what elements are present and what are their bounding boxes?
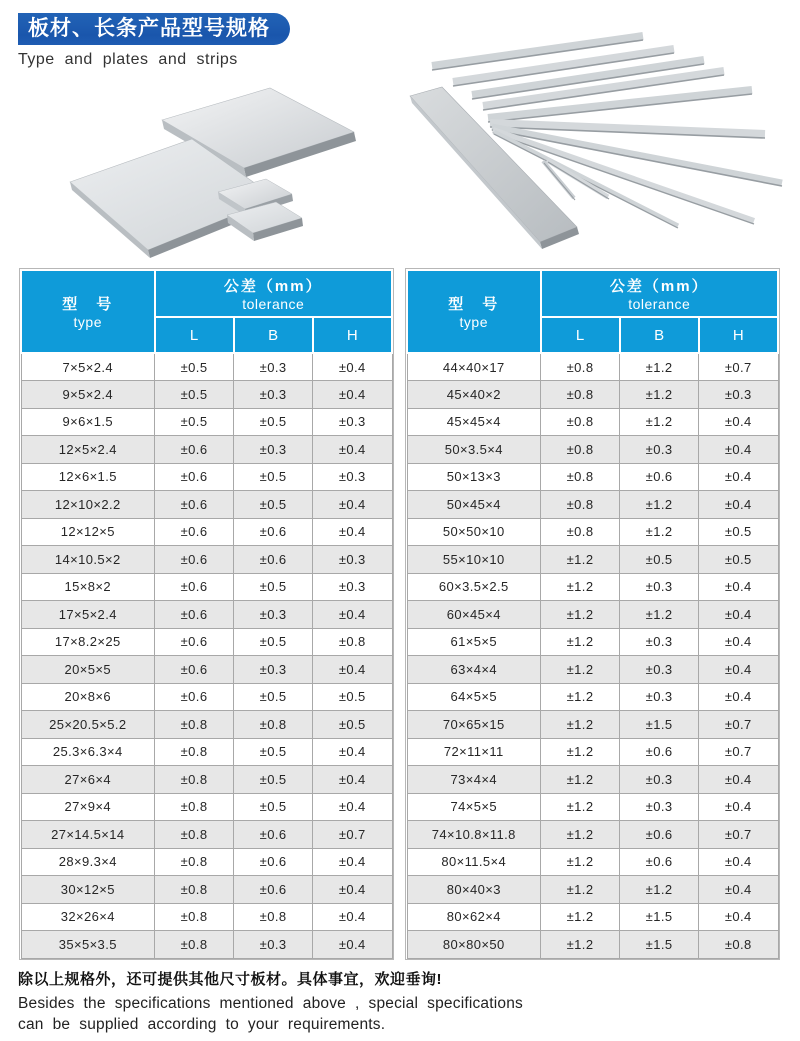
spec-table-row — [21, 573, 392, 601]
spec-table-row — [21, 903, 392, 931]
tolerance-b-cell: ±0.3 — [234, 436, 313, 464]
tolerance-l-cell: ±1.2 — [541, 821, 620, 849]
spec-table-row — [21, 738, 392, 766]
spec-table-left — [19, 268, 394, 960]
tolerance-b-cell: ±0.3 — [620, 683, 699, 711]
tolerance-h-cell: ±0.7 — [699, 738, 778, 766]
type-cell: 14×10.5×2 — [21, 546, 155, 574]
spec-table-row — [407, 711, 778, 739]
col-header-H: H — [313, 317, 392, 353]
type-cell: 80×62×4 — [407, 903, 541, 931]
tolerance-l-cell: ±0.8 — [541, 518, 620, 546]
type-cell: 9×5×2.4 — [21, 381, 155, 409]
tolerance-l-cell: ±0.8 — [155, 711, 234, 739]
type-header-en: type — [459, 314, 488, 330]
tolerance-l-cell: ±0.6 — [155, 491, 234, 519]
tolerance-h-cell: ±0.4 — [699, 766, 778, 794]
tolerance-b-cell: ±0.5 — [234, 573, 313, 601]
type-cell: 73×4×4 — [407, 766, 541, 794]
type-column-header — [407, 270, 541, 353]
tolerance-h-cell: ±0.5 — [699, 518, 778, 546]
tolerance-header-en: tolerance — [242, 296, 305, 312]
tolerance-l-cell: ±1.2 — [541, 738, 620, 766]
col-header-B: B — [234, 317, 313, 353]
type-cell: 25×20.5×5.2 — [21, 711, 155, 739]
type-cell: 74×10.8×11.8 — [407, 821, 541, 849]
spec-table-row — [407, 408, 778, 436]
tolerance-h-cell: ±0.4 — [699, 793, 778, 821]
spec-table-row — [407, 601, 778, 629]
type-cell: 50×45×4 — [407, 491, 541, 519]
type-cell: 17×8.2×25 — [21, 628, 155, 656]
tolerance-l-cell: ±0.6 — [155, 656, 234, 684]
type-cell: 72×11×11 — [407, 738, 541, 766]
type-cell: 12×6×1.5 — [21, 463, 155, 491]
tolerance-b-cell: ±1.5 — [620, 931, 699, 959]
spec-table-row — [407, 463, 778, 491]
type-cell: 64×5×5 — [407, 683, 541, 711]
spec-table-row — [21, 793, 392, 821]
tolerance-b-cell: ±0.6 — [620, 463, 699, 491]
tolerance-h-cell: ±0.3 — [313, 546, 392, 574]
type-cell: 25.3×6.3×4 — [21, 738, 155, 766]
spec-table-row — [21, 381, 392, 409]
page-subtitle: Type and plates and strips — [18, 51, 238, 68]
tolerance-b-cell: ±1.2 — [620, 518, 699, 546]
type-cell: 61×5×5 — [407, 628, 541, 656]
spec-table-row — [407, 353, 778, 381]
tolerance-h-cell: ±0.4 — [313, 436, 392, 464]
tolerance-b-cell: ±0.5 — [234, 491, 313, 519]
tolerance-l-cell: ±0.8 — [155, 821, 234, 849]
tolerance-b-cell: ±0.5 — [234, 766, 313, 794]
spec-table-row — [407, 573, 778, 601]
tolerance-b-cell: ±0.3 — [234, 931, 313, 959]
tolerance-b-cell: ±1.2 — [620, 353, 699, 381]
tolerance-h-cell: ±0.4 — [313, 381, 392, 409]
tolerance-l-cell: ±0.8 — [155, 876, 234, 904]
type-cell: 20×8×6 — [21, 683, 155, 711]
footer-note — [18, 968, 523, 1035]
spec-table-row — [21, 436, 392, 464]
tolerance-h-cell: ±0.3 — [313, 463, 392, 491]
tolerance-b-cell: ±0.8 — [234, 711, 313, 739]
tolerance-l-cell: ±0.8 — [155, 931, 234, 959]
spec-table-row — [21, 628, 392, 656]
tolerance-h-cell: ±0.4 — [699, 491, 778, 519]
tolerance-b-cell: ±0.5 — [620, 546, 699, 574]
footer-note-en-line1: Besides the specifications mentioned above , special specifications — [18, 995, 523, 1012]
page-title-banner — [18, 13, 290, 45]
col-header-L: L — [155, 317, 234, 353]
tolerance-l-cell: ±0.8 — [541, 381, 620, 409]
type-cell: 70×65×15 — [407, 711, 541, 739]
spec-table-row — [407, 656, 778, 684]
tolerance-h-cell: ±0.4 — [313, 601, 392, 629]
spec-table-row — [21, 518, 392, 546]
tolerance-h-cell: ±0.4 — [699, 463, 778, 491]
tolerance-b-cell: ±1.5 — [620, 711, 699, 739]
tolerance-b-cell: ±1.2 — [620, 491, 699, 519]
type-cell: 50×3.5×4 — [407, 436, 541, 464]
type-cell: 7×5×2.4 — [21, 353, 155, 381]
spec-table-row — [407, 628, 778, 656]
tolerance-h-cell: ±0.4 — [313, 793, 392, 821]
type-cell: 63×4×4 — [407, 656, 541, 684]
tolerance-h-cell: ±0.4 — [699, 848, 778, 876]
type-cell: 50×50×10 — [407, 518, 541, 546]
tolerance-h-cell: ±0.4 — [699, 656, 778, 684]
type-cell: 50×13×3 — [407, 463, 541, 491]
spec-table-row — [407, 793, 778, 821]
page-title: 板材、长条产品型号规格 — [28, 17, 270, 40]
metal-strips-photo — [390, 30, 798, 258]
tolerance-h-cell: ±0.4 — [699, 601, 778, 629]
tolerance-h-cell: ±0.8 — [699, 931, 778, 959]
tolerance-h-cell: ±0.4 — [699, 436, 778, 464]
tolerance-b-cell: ±1.2 — [620, 408, 699, 436]
tolerance-h-cell: ±0.3 — [699, 381, 778, 409]
spec-table-row — [407, 546, 778, 574]
spec-table-row — [21, 463, 392, 491]
tolerance-b-cell: ±0.5 — [234, 738, 313, 766]
tolerance-l-cell: ±1.2 — [541, 931, 620, 959]
tolerance-b-cell: ±0.6 — [234, 876, 313, 904]
spec-table-row — [407, 821, 778, 849]
tolerance-h-cell: ±0.4 — [699, 876, 778, 904]
spec-table-row — [407, 381, 778, 409]
tolerance-h-cell: ±0.4 — [313, 931, 392, 959]
tolerance-l-cell: ±1.2 — [541, 573, 620, 601]
type-cell: 45×45×4 — [407, 408, 541, 436]
type-cell: 32×26×4 — [21, 903, 155, 931]
type-header-zh: 型 号 — [62, 296, 114, 313]
tolerance-h-cell: ±0.4 — [699, 903, 778, 931]
tolerance-b-cell: ±0.5 — [234, 628, 313, 656]
tolerance-b-cell: ±0.5 — [234, 463, 313, 491]
type-cell: 15×8×2 — [21, 573, 155, 601]
tolerance-l-cell: ±0.6 — [155, 628, 234, 656]
tolerance-h-cell: ±0.4 — [313, 903, 392, 931]
tolerance-column-header — [541, 270, 778, 317]
tolerance-l-cell: ±0.6 — [155, 573, 234, 601]
tolerance-b-cell: ±0.5 — [234, 683, 313, 711]
spec-table-row — [21, 821, 392, 849]
tolerance-b-cell: ±0.6 — [620, 738, 699, 766]
type-cell: 60×45×4 — [407, 601, 541, 629]
type-cell: 28×9.3×4 — [21, 848, 155, 876]
tolerance-b-cell: ±0.3 — [620, 766, 699, 794]
tolerance-l-cell: ±1.2 — [541, 628, 620, 656]
tolerance-h-cell: ±0.5 — [313, 711, 392, 739]
spec-table-row — [21, 408, 392, 436]
tolerance-l-cell: ±0.8 — [155, 766, 234, 794]
tolerance-b-cell: ±0.3 — [620, 793, 699, 821]
tolerance-l-cell: ±0.6 — [155, 518, 234, 546]
col-header-H: H — [699, 317, 778, 353]
tolerance-l-cell: ±0.6 — [155, 546, 234, 574]
tolerance-h-cell: ±0.7 — [699, 711, 778, 739]
type-cell: 20×5×5 — [21, 656, 155, 684]
tolerance-l-cell: ±0.8 — [155, 793, 234, 821]
tolerance-header-zh: 公差（mm） — [609, 278, 709, 295]
tolerance-h-cell: ±0.5 — [699, 546, 778, 574]
tolerance-h-cell: ±0.7 — [699, 821, 778, 849]
tolerance-h-cell: ±0.5 — [313, 683, 392, 711]
tolerance-l-cell: ±0.8 — [155, 738, 234, 766]
type-cell: 44×40×17 — [407, 353, 541, 381]
tolerance-h-cell: ±0.4 — [313, 738, 392, 766]
tolerance-l-cell: ±0.8 — [541, 491, 620, 519]
tolerance-l-cell: ±0.8 — [541, 436, 620, 464]
spec-table-right — [405, 268, 780, 960]
spec-table-row — [21, 601, 392, 629]
tolerance-h-cell: ±0.4 — [699, 628, 778, 656]
tolerance-column-header — [155, 270, 392, 317]
col-header-B: B — [620, 317, 699, 353]
type-cell: 12×10×2.2 — [21, 491, 155, 519]
type-cell: 27×6×4 — [21, 766, 155, 794]
spec-table-row — [21, 491, 392, 519]
spec-table-row — [21, 353, 392, 381]
spec-table-row — [407, 738, 778, 766]
tolerance-b-cell: ±1.2 — [620, 381, 699, 409]
tolerance-h-cell: ±0.4 — [313, 848, 392, 876]
col-header-L: L — [541, 317, 620, 353]
tolerance-l-cell: ±0.6 — [155, 601, 234, 629]
tolerance-l-cell: ±0.5 — [155, 408, 234, 436]
tolerance-h-cell: ±0.4 — [313, 491, 392, 519]
tolerance-l-cell: ±1.2 — [541, 711, 620, 739]
type-cell: 27×9×4 — [21, 793, 155, 821]
tolerance-l-cell: ±0.6 — [155, 683, 234, 711]
type-cell: 80×40×3 — [407, 876, 541, 904]
tolerance-h-cell: ±0.4 — [699, 408, 778, 436]
spec-table-row — [21, 876, 392, 904]
spec-table-row — [21, 848, 392, 876]
tolerance-b-cell: ±0.6 — [620, 848, 699, 876]
tolerance-l-cell: ±0.8 — [155, 848, 234, 876]
type-header-zh: 型 号 — [448, 296, 500, 313]
tolerance-l-cell: ±1.2 — [541, 876, 620, 904]
spec-table-row — [407, 903, 778, 931]
type-cell: 60×3.5×2.5 — [407, 573, 541, 601]
tolerance-b-cell: ±0.3 — [234, 353, 313, 381]
tolerance-b-cell: ±0.5 — [234, 793, 313, 821]
type-cell: 35×5×3.5 — [21, 931, 155, 959]
spec-table-row — [21, 711, 392, 739]
tolerance-b-cell: ±0.6 — [234, 546, 313, 574]
tolerance-b-cell: ±1.2 — [620, 876, 699, 904]
tolerance-l-cell: ±0.6 — [155, 436, 234, 464]
tolerance-b-cell: ±0.3 — [620, 436, 699, 464]
type-column-header — [21, 270, 155, 353]
footer-note-en-line2: can be supplied according to your requirements. — [18, 1016, 386, 1033]
type-cell: 55×10×10 — [407, 546, 541, 574]
tolerance-l-cell: ±0.5 — [155, 381, 234, 409]
tolerance-l-cell: ±1.2 — [541, 793, 620, 821]
type-cell: 80×80×50 — [407, 931, 541, 959]
tolerance-header-zh: 公差（mm） — [223, 278, 323, 295]
footer-note-zh: 除以上规格外，还可提供其他尺寸板材。具体事宜，欢迎垂询! — [18, 971, 442, 988]
type-cell: 80×11.5×4 — [407, 848, 541, 876]
spec-table-row — [407, 848, 778, 876]
metal-plates-photo — [62, 82, 362, 260]
tolerance-h-cell: ±0.8 — [313, 628, 392, 656]
spec-table-row — [21, 656, 392, 684]
tolerance-l-cell: ±0.8 — [541, 408, 620, 436]
tolerance-h-cell: ±0.4 — [313, 353, 392, 381]
spec-table-row — [407, 876, 778, 904]
tolerance-h-cell: ±0.7 — [313, 821, 392, 849]
tolerance-b-cell: ±0.6 — [620, 821, 699, 849]
tolerance-h-cell: ±0.4 — [313, 518, 392, 546]
type-cell: 74×5×5 — [407, 793, 541, 821]
type-header-en: type — [73, 314, 102, 330]
tolerance-h-cell: ±0.7 — [699, 353, 778, 381]
tolerance-l-cell: ±0.5 — [155, 353, 234, 381]
spec-table-row — [21, 766, 392, 794]
tolerance-l-cell: ±1.2 — [541, 656, 620, 684]
tolerance-l-cell: ±0.8 — [155, 903, 234, 931]
tolerance-l-cell: ±1.2 — [541, 766, 620, 794]
tolerance-h-cell: ±0.4 — [699, 683, 778, 711]
type-cell: 17×5×2.4 — [21, 601, 155, 629]
tolerance-b-cell: ±1.5 — [620, 903, 699, 931]
spec-table-row — [407, 683, 778, 711]
tolerance-b-cell: ±0.6 — [234, 848, 313, 876]
type-cell: 45×40×2 — [407, 381, 541, 409]
tolerance-h-cell: ±0.4 — [699, 573, 778, 601]
tolerance-l-cell: ±1.2 — [541, 601, 620, 629]
tolerance-h-cell: ±0.3 — [313, 573, 392, 601]
tolerance-l-cell: ±1.2 — [541, 546, 620, 574]
spec-table-row — [21, 683, 392, 711]
tolerance-b-cell: ±0.3 — [234, 381, 313, 409]
spec-table-row — [21, 546, 392, 574]
tolerance-l-cell: ±1.2 — [541, 683, 620, 711]
spec-table-row — [407, 436, 778, 464]
spec-table-row — [21, 931, 392, 959]
type-cell: 12×12×5 — [21, 518, 155, 546]
tolerance-l-cell: ±0.8 — [541, 463, 620, 491]
tolerance-b-cell: ±0.3 — [620, 573, 699, 601]
tolerance-h-cell: ±0.4 — [313, 656, 392, 684]
tolerance-h-cell: ±0.3 — [313, 408, 392, 436]
tolerance-h-cell: ±0.4 — [313, 766, 392, 794]
tolerance-b-cell: ±0.3 — [620, 628, 699, 656]
tolerance-l-cell: ±1.2 — [541, 848, 620, 876]
type-cell: 9×6×1.5 — [21, 408, 155, 436]
tolerance-l-cell: ±0.6 — [155, 463, 234, 491]
tolerance-b-cell: ±0.3 — [234, 656, 313, 684]
type-cell: 30×12×5 — [21, 876, 155, 904]
tolerance-h-cell: ±0.4 — [313, 876, 392, 904]
tolerance-header-en: tolerance — [628, 296, 691, 312]
type-cell: 12×5×2.4 — [21, 436, 155, 464]
tolerance-l-cell: ±1.2 — [541, 903, 620, 931]
tolerance-b-cell: ±0.6 — [234, 518, 313, 546]
tolerance-b-cell: ±0.6 — [234, 821, 313, 849]
spec-table-row — [407, 491, 778, 519]
spec-table-row — [407, 766, 778, 794]
spec-table-row — [407, 931, 778, 959]
type-cell: 27×14.5×14 — [21, 821, 155, 849]
tolerance-b-cell: ±0.3 — [620, 656, 699, 684]
tolerance-b-cell: ±0.8 — [234, 903, 313, 931]
tolerance-l-cell: ±0.8 — [541, 353, 620, 381]
spec-table-row — [407, 518, 778, 546]
tolerance-b-cell: ±1.2 — [620, 601, 699, 629]
tolerance-b-cell: ±0.3 — [234, 601, 313, 629]
tolerance-b-cell: ±0.5 — [234, 408, 313, 436]
